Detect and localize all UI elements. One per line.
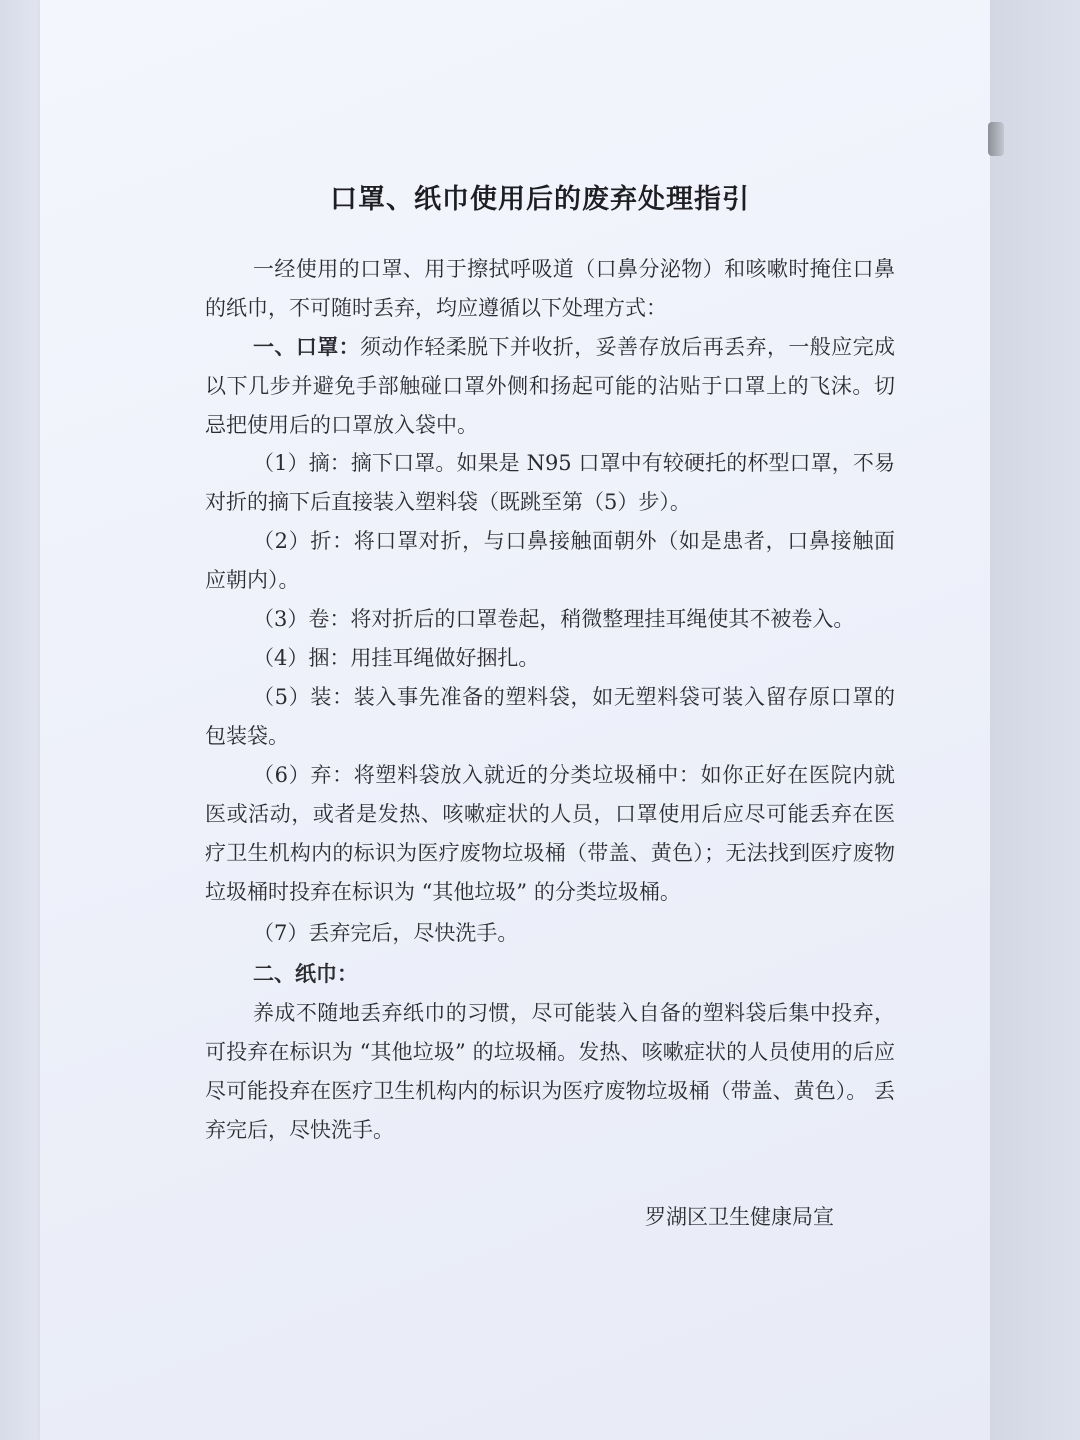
section2-heading: 二、纸巾：	[253, 962, 358, 986]
binder-clip-mark	[988, 122, 1004, 156]
step-4: （4）捆：用挂耳绳做好捆扎。	[253, 646, 540, 670]
section1-paragraph	[205, 328, 895, 445]
section1-heading: 一、口罩：	[253, 335, 361, 359]
section2-paragraph: 养成不随地丢弃纸巾的习惯，尽可能装入自备的塑料袋后集中投弃，可投弃在标识为 “其他垃圾” 的垃圾桶。发热、咳嗽症状的人员使用的后应尽可能投弃在医疗卫生机构内的标识为医疗废物垃圾桶（带盖、黄色）。 丢弃完后，尽快洗手。	[205, 1001, 895, 1142]
step-5: （5）装：装入事先准备的塑料袋，如无塑料袋可装入留存原口罩的包装袋。	[205, 685, 895, 748]
step-7: （7）丢弃完后，尽快洗手。	[253, 921, 519, 945]
step-2: （2）折：将口罩对折，与口鼻接触面朝外（如是患者，口鼻接触面应朝内）。	[205, 529, 895, 592]
step-3: （3）卷：将对折后的口罩卷起，稍微整理挂耳绳使其不被卷入。	[253, 607, 855, 631]
step-6: （6）弃：将塑料袋放入就近的分类垃圾桶中：如你正好在医院内就医或活动，或者是发热、咳嗽症状的人员，口罩使用后应尽可能丢弃在医疗卫生机构内的标识为医疗废物垃圾桶（带盖、黄色）；无法找到医疗废物垃圾桶时投弃在标识为 “其他垃圾” 的分类垃圾桶。	[205, 763, 895, 904]
background-left-edge	[0, 0, 40, 1440]
background-right-edge	[990, 0, 1080, 1440]
document-title: 口罩、纸巾使用后的废弃处理指引	[330, 184, 750, 215]
section1-text: 须动作轻柔脱下并收折，妥善存放后再丢弃，一般应完成以下几步并避免手部触碰口罩外侧和扬起可能的沾贴于口罩上的飞沫。切忌把使用后的口罩放入袋中。	[205, 335, 896, 437]
section2-heading-line	[205, 955, 895, 994]
intro-paragraph: 一经使用的口罩、用于擦拭呼吸道（口鼻分泌物）和咳嗽时掩住口鼻的纸巾，不可随时丢弃，均应遵循以下处理方式：	[205, 257, 895, 320]
step-1: （1）摘：摘下口罩。如果是 N95 口罩中有较硬托的杯型口罩，不易对折的摘下后直接装入塑料袋（既跳至第（5）步）。	[205, 451, 895, 514]
signature: 罗湖区卫生健康局宣	[645, 1205, 834, 1229]
